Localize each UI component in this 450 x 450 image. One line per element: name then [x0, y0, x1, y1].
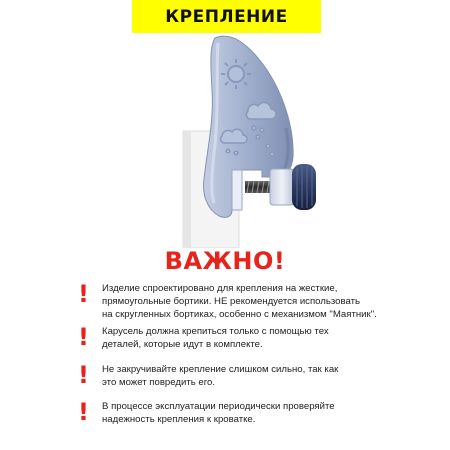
warning-text: Изделие спроектировано для крепления на жесткие, прямоугольные бортики. НЕ рекомендуется использовать на скругленных бортиках, особенно с механизмом "Маятник". — [102, 283, 377, 320]
warning-text: В процессе эксплуатации периодически проверяйте надежность крепления к кроватке. — [102, 401, 335, 425]
banner-title: КРЕПЛЕНИЕ — [165, 6, 288, 27]
exclamation-icon: ! — [78, 323, 89, 351]
warning-text: Не закручивайте крепление слишком сильно, так как это может повредить его. — [102, 364, 339, 388]
clamp-nut — [270, 169, 294, 205]
exclamation-icon: ! — [78, 280, 89, 308]
mount-illustration — [0, 33, 450, 248]
title-banner — [132, 0, 321, 33]
important-heading: ВАЖНО! — [164, 247, 286, 275]
exclamation-icon: ! — [78, 361, 89, 389]
warning-text: Карусель должна крепиться только с помощью тех деталей, которые идут в комплекте. — [102, 326, 329, 350]
exclamation-icon: ! — [78, 398, 89, 426]
